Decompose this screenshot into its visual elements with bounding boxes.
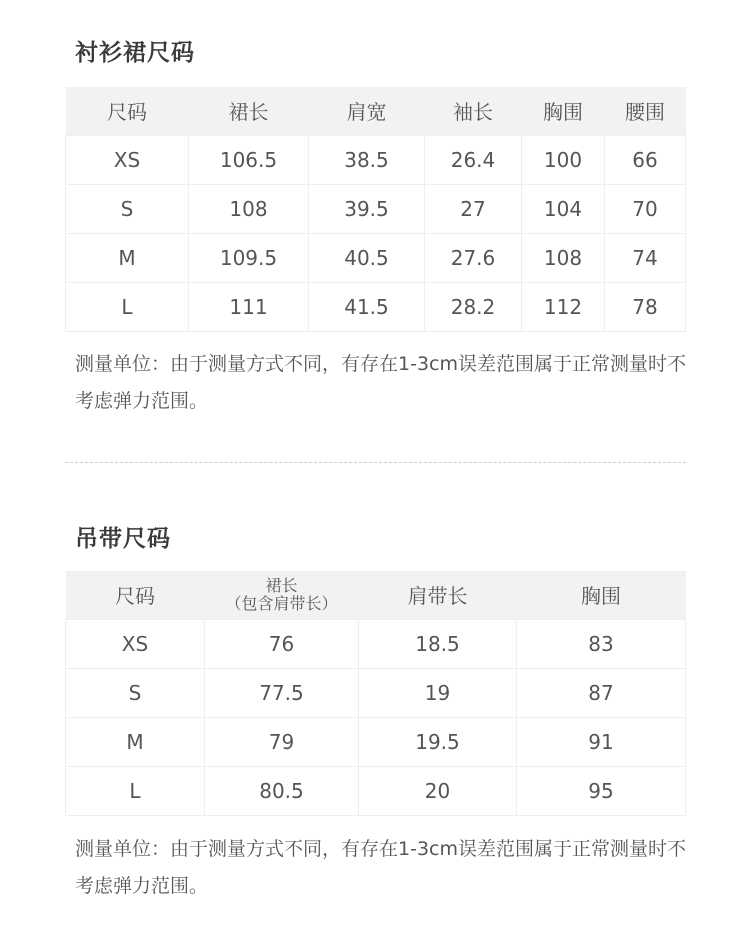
table-cell: 78 bbox=[605, 282, 686, 331]
table-row bbox=[66, 282, 686, 331]
table-cell: 41.5 bbox=[309, 282, 425, 331]
header-cell-bust: 胸围 bbox=[522, 87, 605, 135]
table-cell: 77.5 bbox=[205, 668, 359, 717]
table-cell: S bbox=[66, 668, 205, 717]
table-cell: 100 bbox=[522, 135, 605, 184]
table-cell: 80.5 bbox=[205, 766, 359, 815]
header-cell-dress-length: 裙长 bbox=[189, 87, 309, 135]
header-cell-shoulder-width: 肩宽 bbox=[309, 87, 425, 135]
table-cell: 87 bbox=[517, 668, 686, 717]
table-cell: 27.6 bbox=[425, 233, 522, 282]
header-cell-bust: 胸围 bbox=[517, 571, 686, 619]
slip-dress-title: 吊带尺码 bbox=[75, 526, 171, 552]
table-cell: 74 bbox=[605, 233, 686, 282]
slip-dress-measurement-note: 测量单位：由于测量方式不同，有存在1-3cm误差范围属于正常测量时不考虑弹力范围。 bbox=[75, 838, 686, 897]
header-dress-length-label: 裙长 bbox=[265, 575, 298, 595]
header-cell-waist: 腰围 bbox=[605, 87, 686, 135]
table-row bbox=[66, 766, 686, 815]
table-row bbox=[66, 135, 686, 184]
table-row bbox=[66, 184, 686, 233]
table-cell: 70 bbox=[605, 184, 686, 233]
table-row bbox=[66, 619, 686, 668]
table-cell: L bbox=[66, 766, 205, 815]
table-cell: 104 bbox=[522, 184, 605, 233]
table-cell: 19.5 bbox=[359, 717, 517, 766]
slip-dress-size-table bbox=[65, 571, 686, 816]
header-cell-size: 尺码 bbox=[66, 87, 189, 135]
table-cell: 79 bbox=[205, 717, 359, 766]
table-cell: 40.5 bbox=[309, 233, 425, 282]
table-cell: L bbox=[66, 282, 189, 331]
table-cell: 108 bbox=[189, 184, 309, 233]
section-divider bbox=[65, 462, 686, 463]
table-cell: XS bbox=[66, 619, 205, 668]
table-cell: 109.5 bbox=[189, 233, 309, 282]
table-cell: 18.5 bbox=[359, 619, 517, 668]
table-header-row bbox=[66, 571, 686, 619]
table-cell: 28.2 bbox=[425, 282, 522, 331]
table-row bbox=[66, 717, 686, 766]
table-cell: S bbox=[66, 184, 189, 233]
table-cell: 38.5 bbox=[309, 135, 425, 184]
shirt-dress-size-table bbox=[65, 87, 686, 332]
table-cell: 66 bbox=[605, 135, 686, 184]
header-cell-strap-length: 肩带长 bbox=[359, 571, 517, 619]
table-cell: M bbox=[66, 233, 189, 282]
table-cell: 39.5 bbox=[309, 184, 425, 233]
table-cell: 108 bbox=[522, 233, 605, 282]
shirt-dress-measurement-note: 测量单位：由于测量方式不同，有存在1-3cm误差范围属于正常测量时不考虑弹力范围。 bbox=[75, 353, 686, 412]
table-cell: 76 bbox=[205, 619, 359, 668]
header-dress-length-sublabel: （包含肩带长） bbox=[225, 593, 338, 613]
table-cell: 26.4 bbox=[425, 135, 522, 184]
header-cell-dress-length bbox=[205, 571, 359, 619]
table-cell: XS bbox=[66, 135, 189, 184]
table-cell: 27 bbox=[425, 184, 522, 233]
table-cell: 106.5 bbox=[189, 135, 309, 184]
table-cell: M bbox=[66, 717, 205, 766]
shirt-dress-title: 衬衫裙尺码 bbox=[75, 40, 195, 66]
table-row bbox=[66, 233, 686, 282]
header-cell-sleeve-length: 袖长 bbox=[425, 87, 522, 135]
table-cell: 91 bbox=[517, 717, 686, 766]
table-cell: 19 bbox=[359, 668, 517, 717]
table-cell: 20 bbox=[359, 766, 517, 815]
table-cell: 111 bbox=[189, 282, 309, 331]
table-cell: 95 bbox=[517, 766, 686, 815]
table-cell: 112 bbox=[522, 282, 605, 331]
table-header-row bbox=[66, 87, 686, 135]
table-cell: 83 bbox=[517, 619, 686, 668]
table-row bbox=[66, 668, 686, 717]
header-cell-size: 尺码 bbox=[66, 571, 205, 619]
